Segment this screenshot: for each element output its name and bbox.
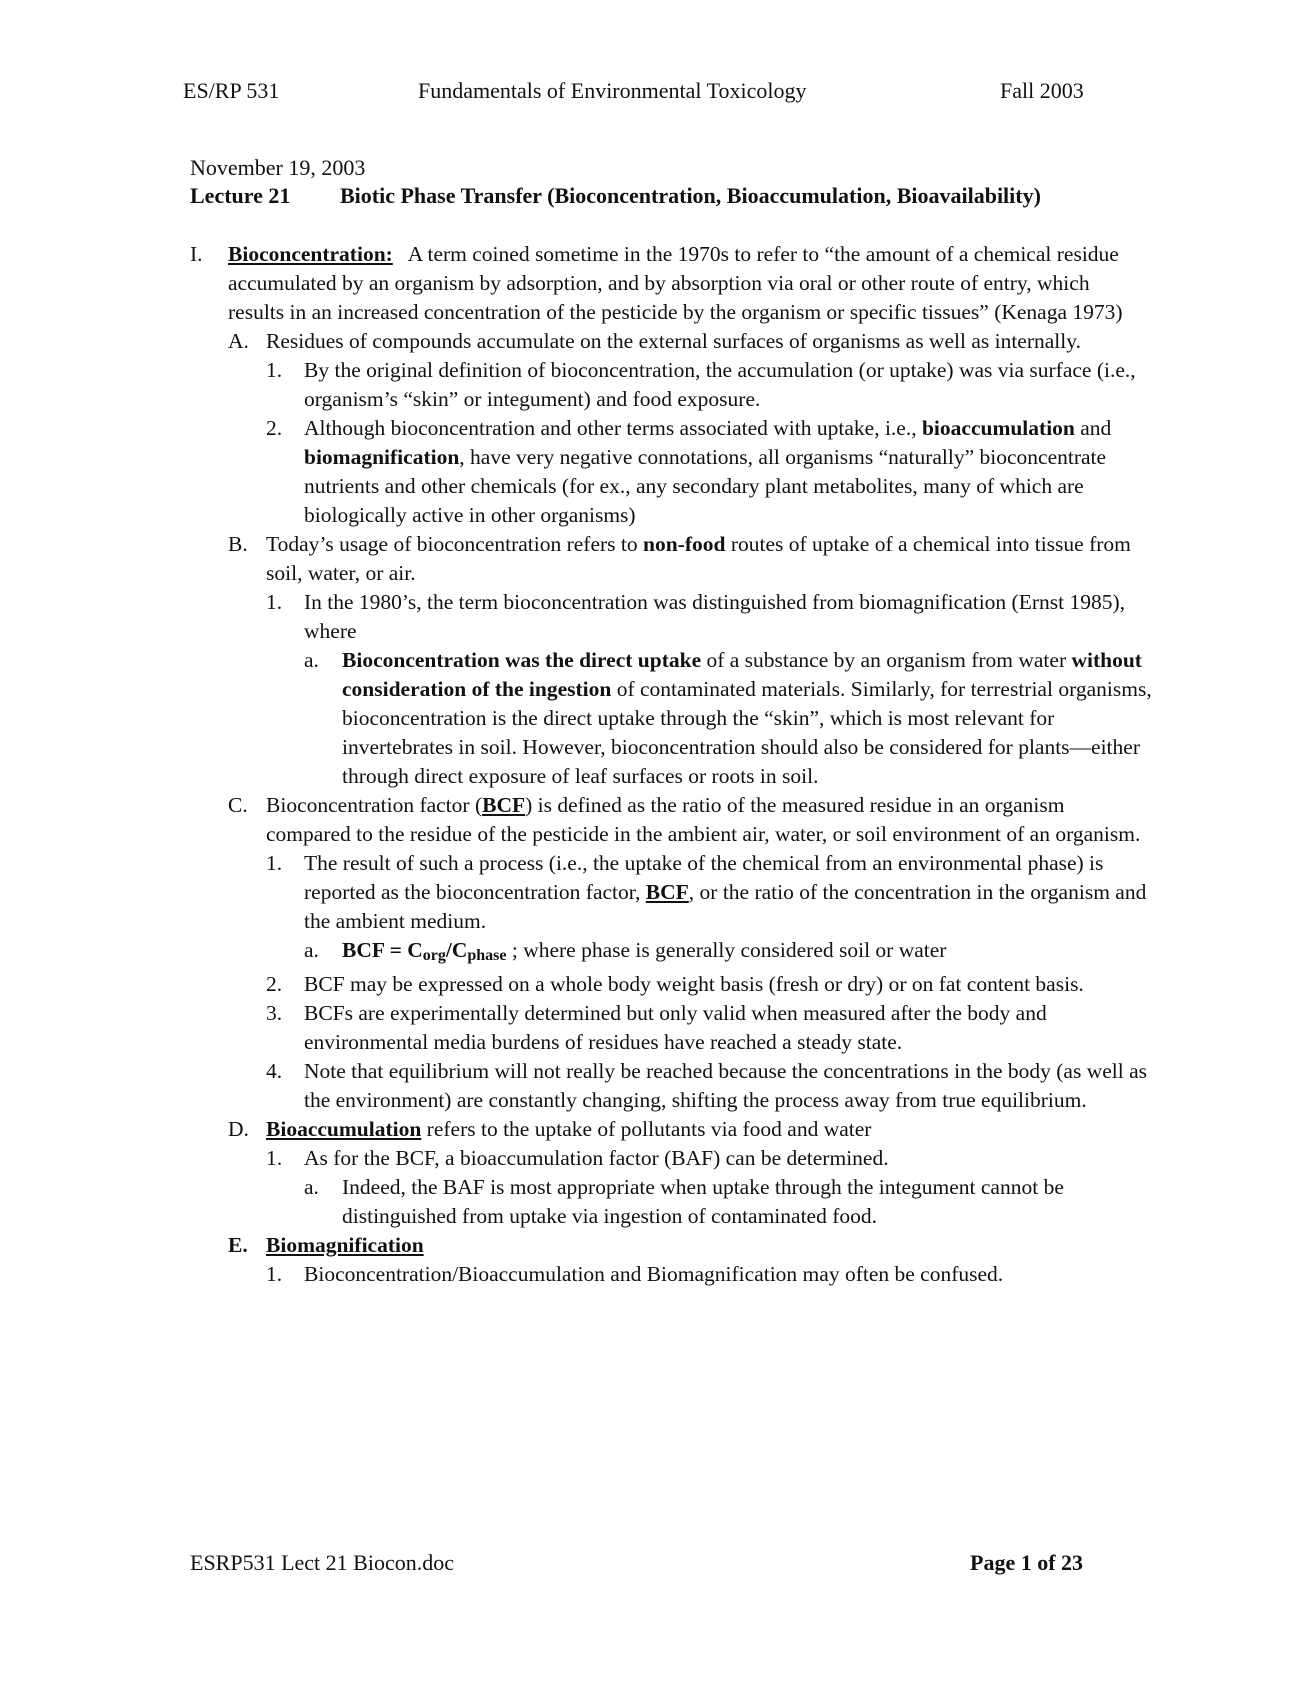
- item-text: of contaminated materials. Similarly, for terrestrial organisms, bioconcentration is the direct uptake through the “skin”, which is most relevant for invertebrates in soil. However, bioconcentration should also be considered for plants—either through direct exposure of leaf surfaces or roots in soil.: [342, 677, 1152, 788]
- outline-marker: 4.: [266, 1059, 283, 1083]
- item-text: BCFs are experimentally determined but only valid when measured after the body and environmental media burdens of residues have reached a steady state.: [304, 1001, 1047, 1054]
- item-text: , have very negative connotations, all organisms “naturally” bioconcentrate nutrients and other chemicals (for ex., any secondary plant metabolites, many of which are biologically active in other organisms): [304, 445, 1107, 527]
- lecture-title-line: [190, 183, 1041, 209]
- outline-item-b: [0, 530, 1306, 588]
- outline-marker: I.: [190, 242, 203, 266]
- lecture-title: Biotic Phase Transfer (Bioconcentration, Bioaccumulation, Bioavailability): [340, 183, 1041, 208]
- header-title: Fundamentals of Environmental Toxicology: [418, 78, 807, 103]
- outline-item-b-1: [0, 588, 1306, 646]
- item-text: ) is defined as the ratio of the measured residue in an organism compared to the residue of the pesticide in the ambient air, water, or soil environment of an organism.: [266, 793, 1141, 846]
- outline-marker: A.: [228, 329, 249, 353]
- outline-item-d-1: [0, 1144, 1306, 1173]
- outline-item-e: [0, 1231, 1306, 1260]
- outline-item-c-2: [0, 970, 1306, 999]
- section-text: A term coined sometime in the 1970s to refer to “the amount of a chemical residue accumulated by an organism by adsorption, and by absorption via oral or other route of entry, which results in an increased concentration of the pesticide by the organism or specific tissues” (Kenaga 1973): [228, 242, 1123, 324]
- equation-lhs: BCF = C: [342, 938, 423, 962]
- term-biomagnification: biomagnification: [304, 445, 460, 469]
- item-text: and: [1080, 416, 1112, 440]
- outline-marker: 2.: [266, 972, 283, 996]
- item-text: In the 1980’s, the term bioconcentration was distinguished from biomagnification (Ernst 1985), where: [304, 590, 1126, 643]
- item-text: Bioconcentration/Bioaccumulation and Biomagnification may often be confused.: [304, 1262, 1004, 1286]
- outline-marker: 1.: [266, 358, 283, 382]
- item-text: routes of uptake of a chemical into tissue from soil, water, or air.: [266, 532, 1131, 585]
- item-text: Although bioconcentration and other terms associated with uptake, i.e.,: [304, 416, 917, 440]
- outline-item-a-2: [0, 414, 1306, 530]
- outline-marker: D.: [228, 1117, 249, 1141]
- section-heading-bioconcentration: Bioconcentration:: [228, 242, 393, 266]
- header-term: Fall 2003: [1000, 78, 1084, 103]
- outline-item-c-1-a: [0, 936, 1306, 970]
- item-text: of a substance by an organism from water: [706, 648, 1067, 672]
- footer-filename: ESRP531 Lect 21 Biocon.doc: [190, 1550, 454, 1575]
- item-text: As for the BCF, a bioaccumulation factor (BAF) can be determined.: [304, 1146, 889, 1170]
- item-text: BCF may be expressed on a whole body weight basis (fresh or dry) or on fat content basis.: [304, 972, 1084, 996]
- term-bioaccumulation-heading: Bioaccumulation: [266, 1117, 422, 1141]
- outline-marker: 3.: [266, 1001, 283, 1025]
- item-text: By the original definition of bioconcentration, the accumulation (or uptake) was via surface (i.e., organism’s “skin” or integument) and food exposure.: [304, 358, 1136, 411]
- lecture-outline: [0, 240, 1306, 1289]
- subscript-org: org: [422, 947, 446, 964]
- outline-item-e-1: [0, 1260, 1306, 1289]
- item-text: Note that equilibrium will not really be reached because the concentrations in the body (as well as the environment) are constantly changing, shifting the process away from true equilibrium.: [304, 1059, 1147, 1112]
- equation-slash: /C: [445, 938, 468, 962]
- outline-item-d-1-a: [0, 1173, 1306, 1231]
- outline-item-a-1: [0, 356, 1306, 414]
- outline-marker: a.: [304, 1175, 319, 1199]
- subscript-phase: phase: [467, 947, 507, 964]
- term-bioaccumulation: bioaccumulation: [921, 416, 1075, 440]
- outline-item-c: [0, 791, 1306, 849]
- outline-item-a: [0, 327, 1306, 356]
- outline-item-b-1-a: [0, 646, 1306, 791]
- outline-item-d: [0, 1115, 1306, 1144]
- bold-phrase: Bioconcentration was the direct uptake: [342, 648, 702, 672]
- outline-marker: a.: [304, 648, 319, 672]
- item-text: Today’s usage of bioconcentration refers to: [266, 532, 638, 556]
- item-text: , or the ratio of the concentration in the organism and the ambient medium.: [304, 880, 1147, 933]
- lecture-date: November 19, 2003: [190, 155, 366, 180]
- outline-item-i: [0, 240, 1306, 327]
- bcf-equation: [342, 938, 506, 962]
- outline-item-c-1: [0, 849, 1306, 936]
- item-text: ; where phase is generally considered soil or water: [506, 938, 947, 962]
- term-non-food: non-food: [643, 532, 726, 556]
- header-course: ES/RP 531: [183, 78, 280, 103]
- outline-marker: a.: [304, 938, 319, 962]
- outline-marker: 1.: [266, 590, 283, 614]
- outline-marker: 2.: [266, 416, 283, 440]
- outline-marker: B.: [228, 532, 248, 556]
- item-text: refers to the uptake of pollutants via food and water: [426, 1117, 872, 1141]
- item-text: Indeed, the BAF is most appropriate when uptake through the integument cannot be distinguished from uptake via ingestion of contaminated food.: [342, 1175, 1064, 1228]
- term-bcf: BCF: [645, 880, 689, 904]
- outline-marker: C.: [228, 793, 248, 817]
- item-text: The result of such a process (i.e., the uptake of the chemical from an environmental phase) is reported as the bioconcentration factor,: [304, 851, 1104, 904]
- outline-marker: E.: [228, 1233, 248, 1257]
- outline-marker: 1.: [266, 1146, 283, 1170]
- lecture-number: Lecture 21: [190, 183, 291, 208]
- outline-marker: 1.: [266, 1262, 283, 1286]
- term-biomagnification-heading: Biomagnification: [266, 1233, 424, 1257]
- term-bcf: BCF: [482, 793, 526, 817]
- outline-marker: 1.: [266, 851, 283, 875]
- outline-item-c-4: [0, 1057, 1306, 1115]
- footer-page-number: Page 1 of 23: [970, 1550, 1084, 1575]
- item-text: Bioconcentration factor (: [266, 793, 483, 817]
- outline-item-c-3: [0, 999, 1306, 1057]
- bold-phrase: without consideration of the ingestion: [342, 648, 1142, 701]
- item-text: Residues of compounds accumulate on the external surfaces of organisms as well as internally.: [266, 329, 1081, 353]
